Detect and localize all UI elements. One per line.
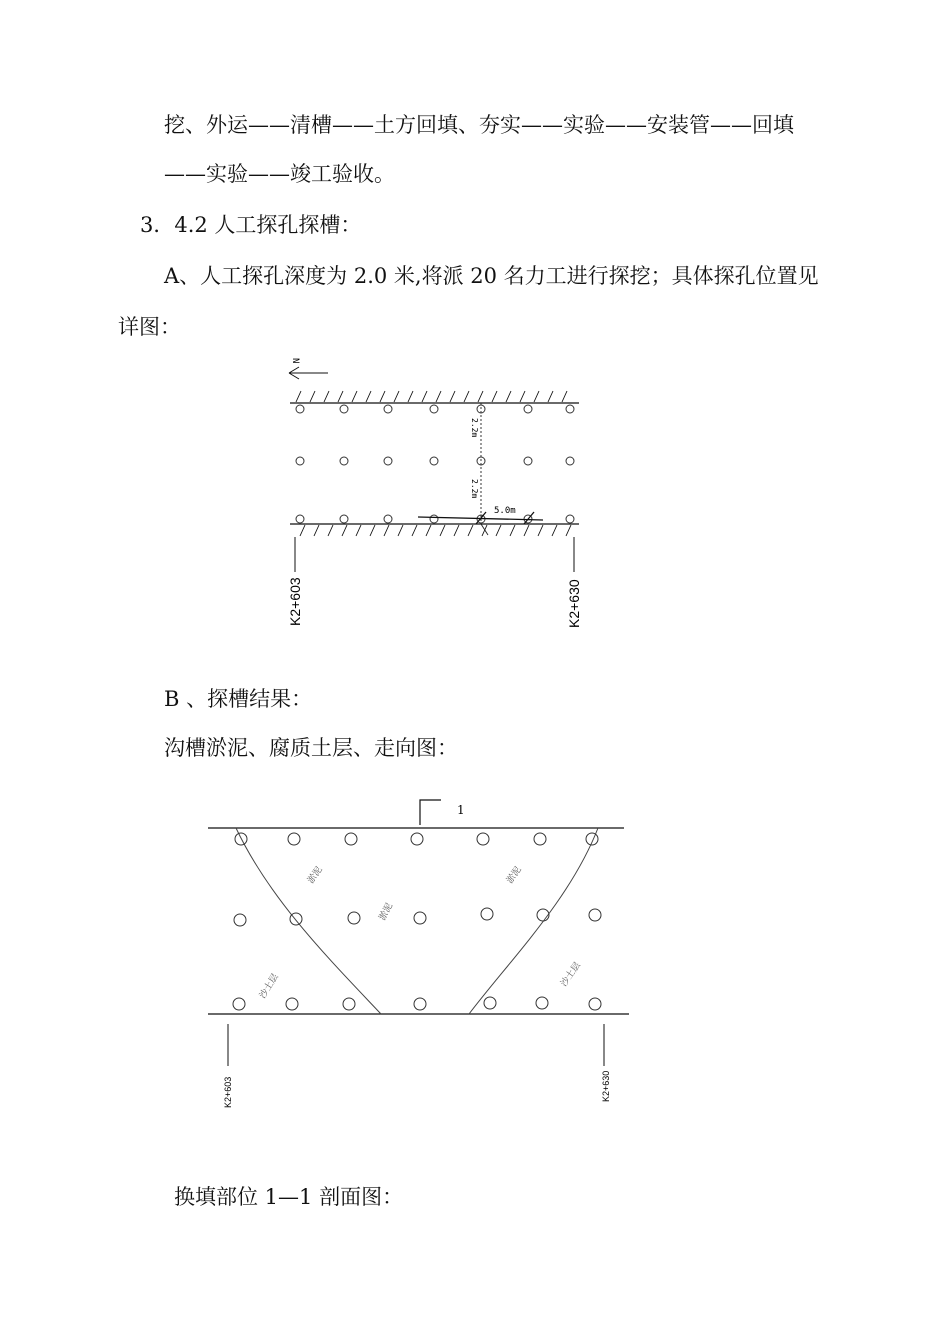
probe-hole	[414, 998, 426, 1010]
label-silt-right: 淤泥	[505, 865, 524, 886]
label-sand-right: 沙土层	[559, 960, 583, 989]
probe-hole	[484, 997, 496, 1009]
probe-hole	[536, 997, 548, 1009]
north-label: N	[290, 358, 300, 364]
paragraph-process-line2: ——实验——竣工验收。	[164, 162, 395, 186]
probe-hole	[537, 909, 549, 921]
label-sand-left: 沙土层	[258, 972, 281, 1001]
station-left-fig2: K2+603	[223, 1076, 233, 1108]
probe-hole	[414, 912, 426, 924]
probe-hole	[233, 998, 245, 1010]
station-right-fig2: K2+630	[601, 1070, 611, 1102]
label-silt-center: 淤泥	[377, 901, 396, 923]
probe-hole	[411, 833, 423, 845]
probe-hole	[534, 833, 546, 845]
dim-upper-label: 2.2m	[470, 418, 479, 438]
probe-hole	[234, 914, 246, 926]
section-b-heading: B 、探槽结果：	[164, 687, 313, 711]
silt-boundary-right	[469, 828, 598, 1014]
label-silt-left: 淤泥	[306, 865, 325, 886]
probe-hole	[288, 833, 300, 845]
caption-trench-map: 沟槽淤泥、腐质土层、走向图：	[164, 736, 458, 760]
trench-probe-holes	[233, 833, 601, 1010]
probe-hole	[348, 912, 360, 924]
dim-horizontal-label: 5.0m	[494, 506, 516, 516]
paragraph-probe-line2: 详图：	[118, 315, 181, 339]
probe-hole	[286, 998, 298, 1010]
probe-hole	[589, 909, 601, 921]
probe-hole	[589, 998, 601, 1010]
paragraph-probe-line1: A、人工探孔深度为 2.0 米,将派 20 名力工进行探挖；具体探孔位置见	[164, 264, 819, 288]
probe-hole	[481, 908, 493, 920]
section-mark-symbol	[420, 800, 441, 825]
probe-hole	[477, 833, 489, 845]
caption-section-1-1: 换填部位 1—1 剖面图：	[174, 1185, 404, 1209]
section-heading-342: 3．4.2 人工探孔探槽：	[140, 213, 362, 237]
section-mark-label: 1	[457, 803, 465, 817]
paragraph-process-line1: 挖、外运——清槽——土方回填、夯实——实验——安装管——回填	[164, 113, 794, 137]
probe-hole	[290, 913, 302, 925]
station-left-fig1: K2+603	[287, 577, 303, 626]
probe-hole	[345, 833, 357, 845]
dim-lower-label: 2.2m	[470, 479, 479, 499]
probe-hole	[343, 998, 355, 1010]
station-right-fig1: K2+630	[566, 579, 582, 628]
